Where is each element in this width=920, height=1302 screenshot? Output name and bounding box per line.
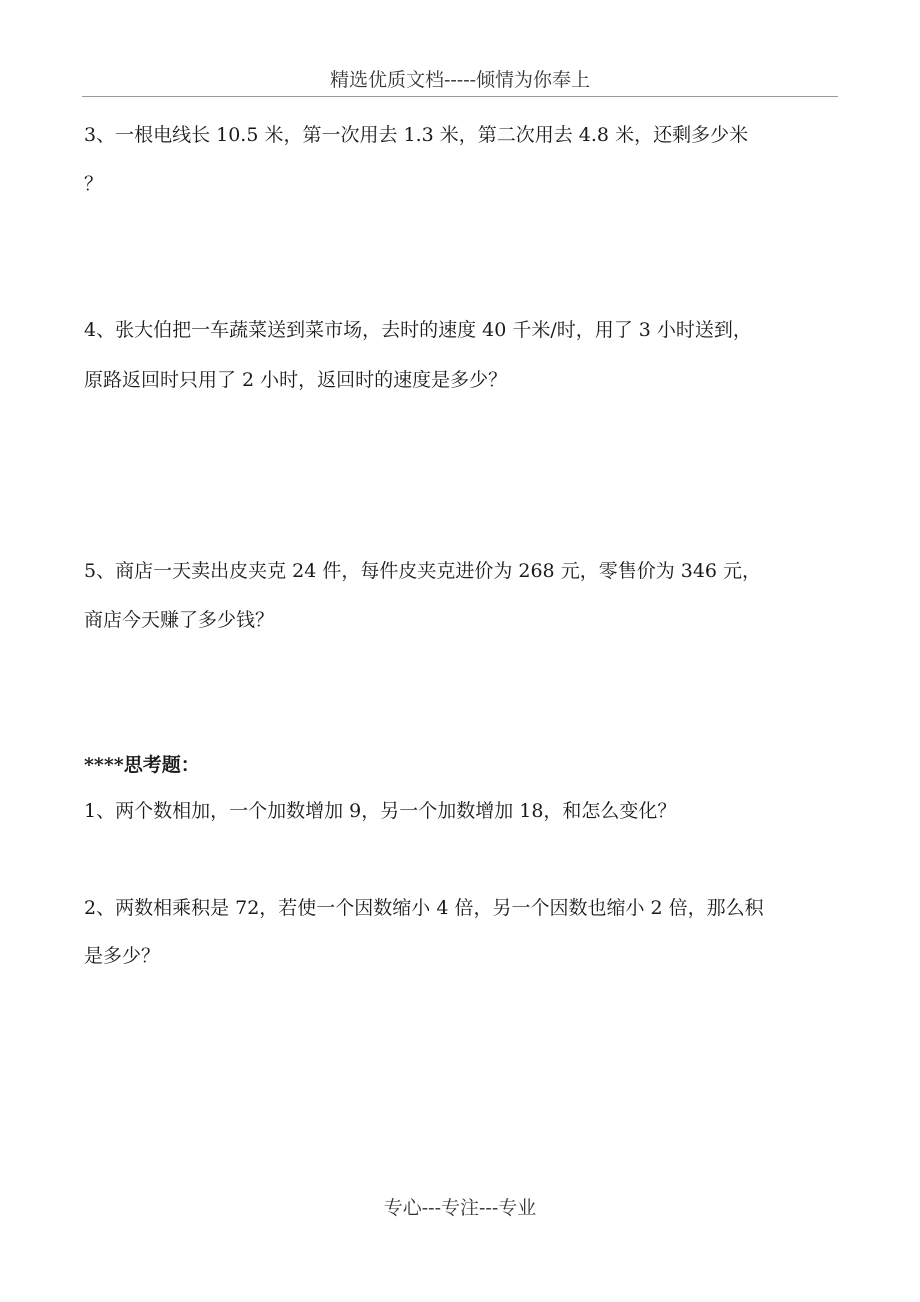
thinking-question-1-line-1: 1、两个数相加，一个加数增加 9，另一个加数增加 18，和怎么变化？ xyxy=(84,800,677,822)
thinking-question-2-line-1: 2、两数相乘积是 72，若使一个因数缩小 4 倍，另一个因数也缩小 2 倍，那么积 xyxy=(84,897,764,919)
thinking-question-2-line-2: 是多少？ xyxy=(84,945,161,967)
question-5-line-2: 商店今天赚了多少钱？ xyxy=(84,609,275,631)
question-3-line-1: 3、一根电线长 10.5 米，第一次用去 1.3 米，第二次用去 4.8 米，还剩多少米 xyxy=(84,124,749,146)
question-4-line-2: 原路返回时只用了 2 小时，返回时的速度是多少？ xyxy=(84,369,508,391)
question-5-line-1: 5、商店一天卖出皮夹克 24 件，每件皮夹克进价为 268 元，零售价为 346 元， xyxy=(84,560,762,582)
page-footer: 专心---专注---专业 xyxy=(383,1197,537,1219)
question-3-line-2: ？ xyxy=(84,173,104,195)
question-4-line-1: 4、张大伯把一车蔬菜送到菜市场，去时的速度 40 千米/时，用了 3 小时送到， xyxy=(84,319,752,341)
page-header: 精选优质文档-----倾情为你奉上 xyxy=(82,66,838,97)
thinking-section-title: ****思考题： xyxy=(84,754,200,776)
